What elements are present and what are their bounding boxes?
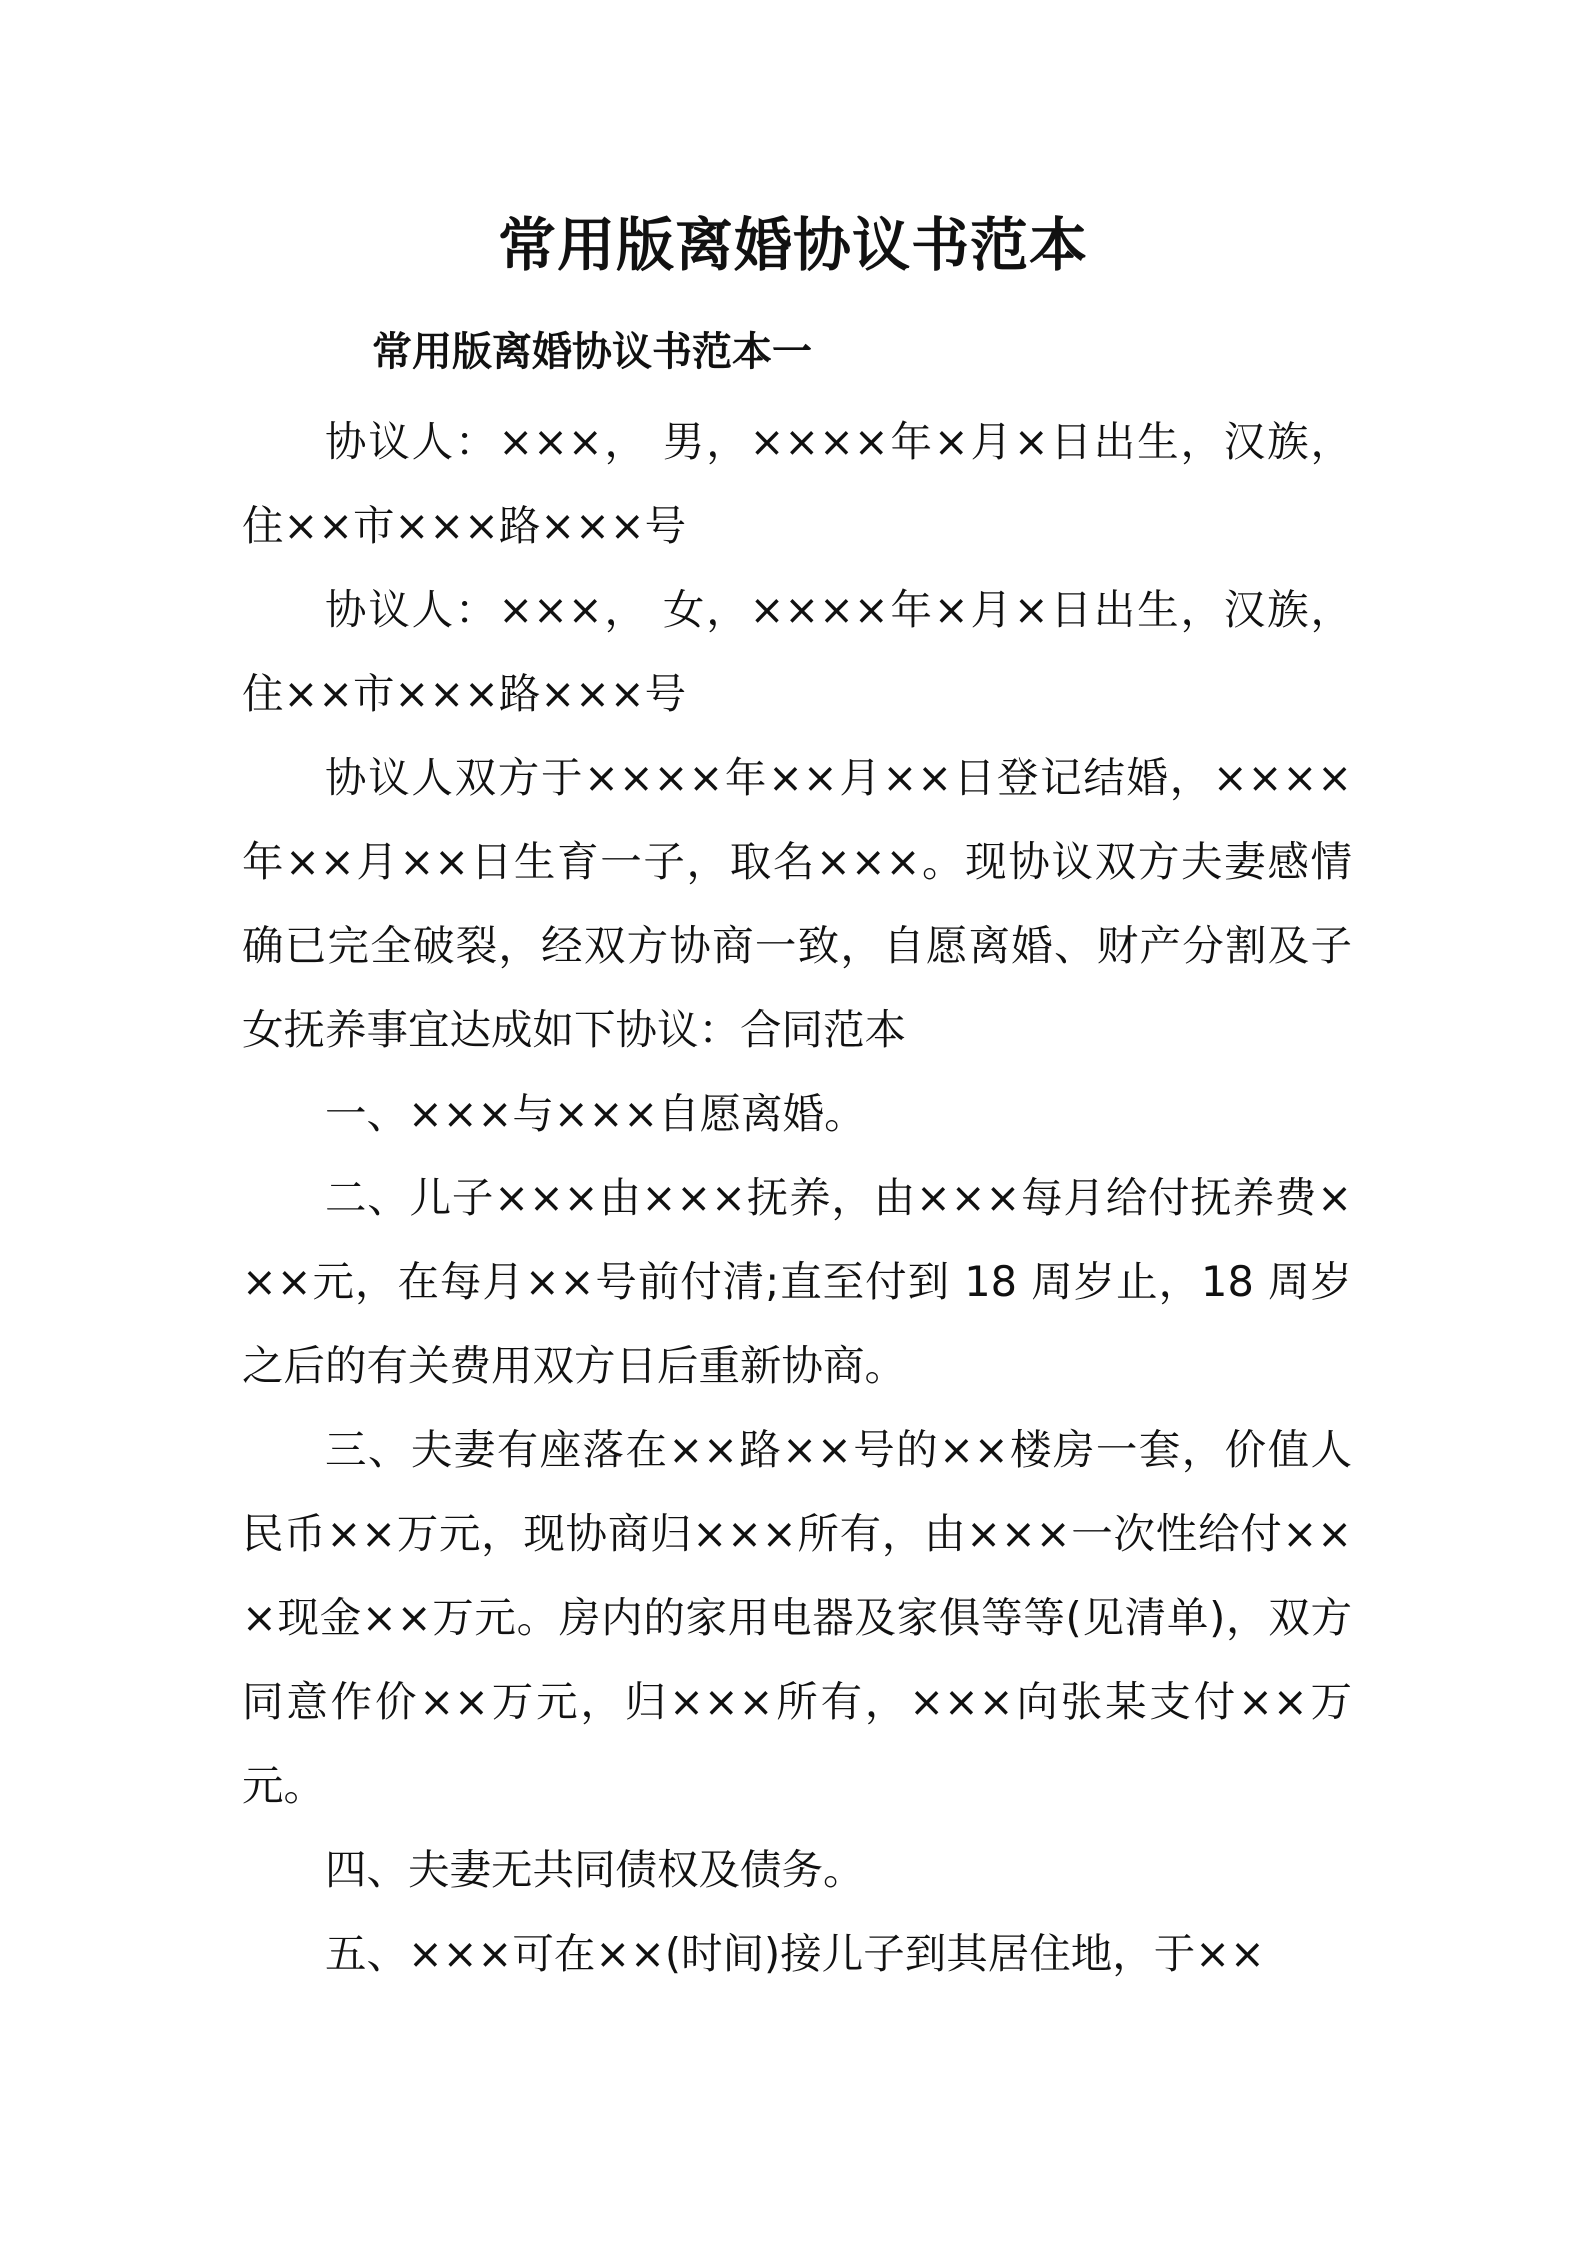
paragraph-background: 协议人双方于××××年××月××日登记结婚，××××年××月××日生育一子，取名×××。现协议双方夫妻感情确已完全破裂，经双方协商一致，自愿离婚、财产分割及子女抚养事宜达成如下协议：合同范本 [242, 753, 1352, 1054]
paragraph-clause-5: 五、×××可在××(时间)接儿子到其居住地，于×× [325, 1929, 1265, 1978]
paragraph-clause-3: 三、夫妻有座落在××路××号的××楼房一套，价值人民币××万元，现协商归×××所有，由×××一次性给付×××现金××万元。房内的家用电器及家俱等等(见清单)，双方同意作价××万元，归×××所有，×××向张某支付××万元。 [242, 1425, 1352, 1810]
paragraph-party-female: 协议人：×××， 女，××××年×月×日出生，汉族，住××市×××路×××号 [242, 585, 1352, 718]
section-heading: 常用版离婚协议书范本一 [372, 329, 812, 375]
paragraph-clause-1: 一、×××与×××自愿离婚。 [325, 1089, 866, 1138]
paragraph-party-male: 协议人：×××， 男，××××年×月×日出生，汉族，住××市×××路×××号 [242, 417, 1352, 550]
document-title: 常用版离婚协议书范本 [497, 211, 1088, 279]
document-body [242, 400, 1352, 1996]
paragraph-clause-4: 四、夫妻无共同债权及债务。 [325, 1845, 865, 1894]
paragraph-clause-2: 二、儿子×××由×××抚养，由×××每月给付抚养费×××元，在每月××号前付清;直至付到 18 周岁止，18 周岁之后的有关费用双方日后重新协商。 [242, 1173, 1352, 1390]
